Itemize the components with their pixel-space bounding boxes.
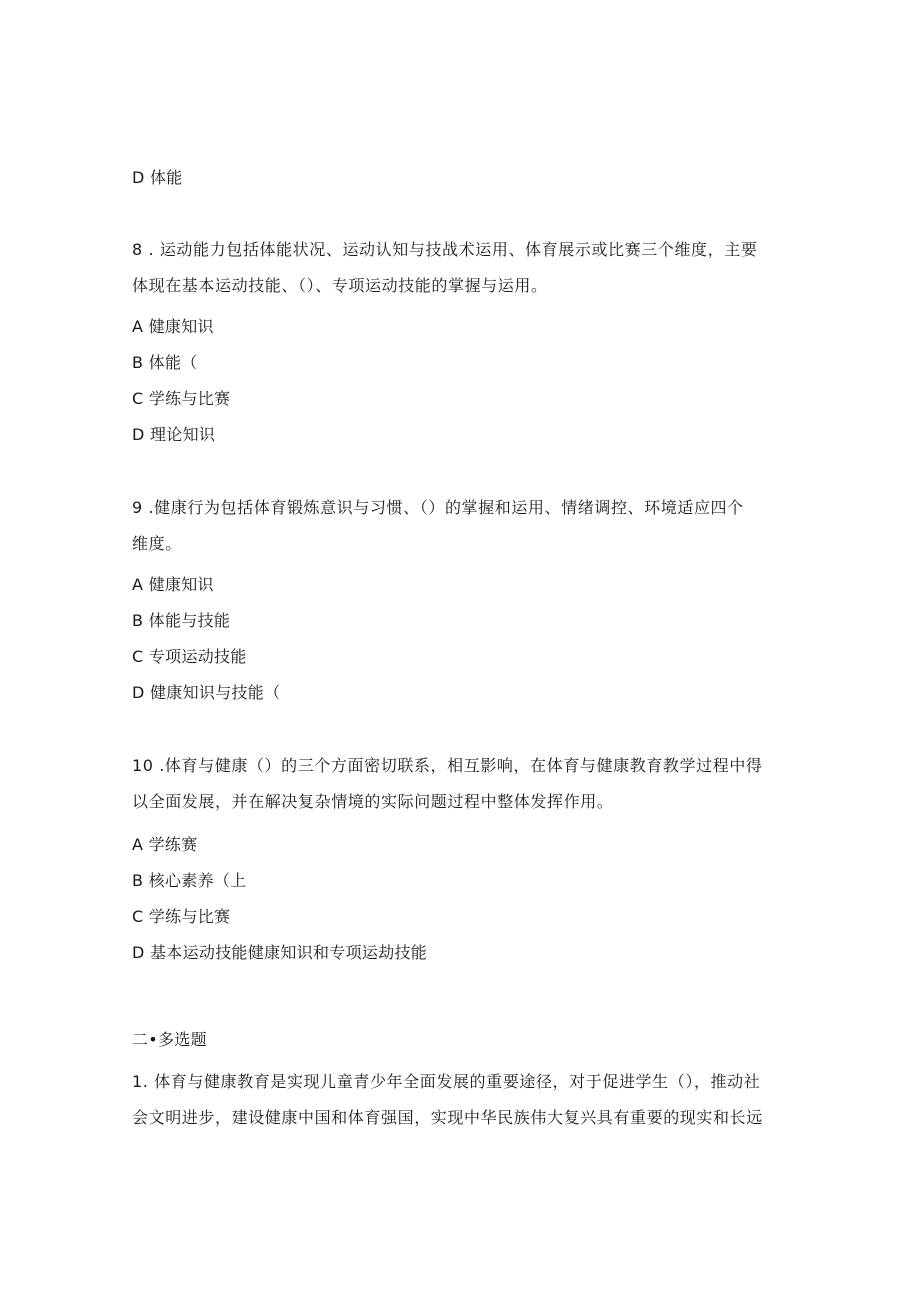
question-9-option-d: D 健康知识与技能（	[132, 683, 281, 702]
question-10-option-a: A 学练赛	[132, 835, 198, 854]
question-10-option-d: D 基本运动技能健康知识和专项运劫技能	[132, 943, 428, 962]
question-9-option-a: A 健康知识	[132, 575, 214, 594]
question-9-option-c: C 专项运动技能	[132, 647, 247, 666]
question-8-option-d: D 理论知识	[132, 425, 216, 444]
question-10-line-2: 以全面发展，并在解决复杂情境的实际问题过程中整体发挥作用。	[132, 792, 614, 811]
section-title: 二•多选题	[132, 1030, 207, 1049]
question-9-line-1: 9 .健康行为包括体育锻炼意识与习惯、（）的掌握和运用、情绪调控、环境适应四个	[132, 498, 744, 517]
question-9-option-b: B 体能与技能	[132, 611, 231, 630]
question-8-line-1: 8 . 运动能力包括体能状况、运动认知与技战术运用、体育展示或比赛三个维度，主要	[132, 240, 758, 259]
question-9-line-2: 维度。	[132, 534, 182, 553]
question-8-option-a: A 健康知识	[132, 317, 214, 336]
prev-option-d: D 体能	[132, 168, 183, 187]
question-8-option-b: B 体能（	[132, 353, 198, 372]
question-10-option-c: C 学练与比赛	[132, 907, 231, 926]
multi-question-1-line-2: 会文明进步，建设健康中国和体育强国，实现中华民族伟大复兴具有重要的现实和长远	[132, 1108, 763, 1127]
question-8-option-c: C 学练与比赛	[132, 389, 231, 408]
multi-question-1-line-1: 1. 体育与健康教育是实现儿童青少年全面发展的重要途径，对于促进学生（），推动社	[132, 1072, 761, 1091]
question-8-line-2: 体现在基本运动技能、（）、专项运动技能的掌握与运用。	[132, 276, 548, 295]
question-10-option-b: B 核心素养（上	[132, 871, 247, 890]
question-10-line-1: 10 .体育与健康（）的三个方面密切联系，相互影响，在体育与健康教育教学过程中得	[132, 756, 763, 775]
